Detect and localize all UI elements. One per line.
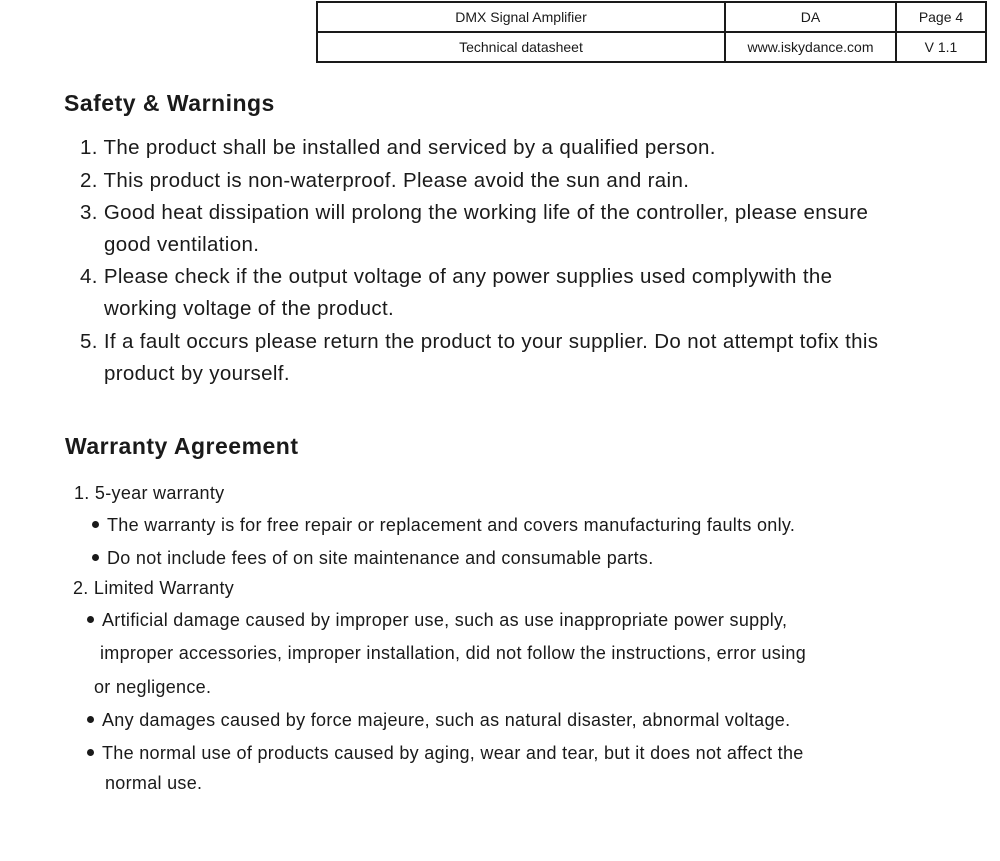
header-page-number: Page 4: [896, 2, 986, 32]
warranty-item-1-bullet-1: The warranty is for free repair or replacement and covers manufacturing faults only.: [92, 515, 795, 536]
safety-item-3-cont: good ventilation.: [104, 233, 260, 256]
bullet-icon: [87, 716, 94, 723]
safety-section-title: Safety & Warnings: [64, 90, 275, 116]
warranty-item-2-bullet-3-cont: normal use.: [105, 773, 203, 793]
safety-item-1: 1. The product shall be installed and serviced by a qualified person.: [80, 136, 716, 159]
warranty-item-1: 1. 5-year warranty: [74, 483, 225, 503]
safety-item-3: 3. Good heat dissipation will prolong the working life of the controller, please ensure: [80, 201, 869, 224]
header-doc-type: Technical datasheet: [317, 32, 725, 62]
warranty-item-2-bullet-1-cont2: or negligence.: [94, 677, 212, 697]
safety-item-5-cont: product by yourself.: [104, 362, 290, 385]
header-product-name: DMX Signal Amplifier: [317, 2, 725, 32]
safety-item-5: 5. If a fault occurs please return the product to your supplier. Do not attempt tofix this: [80, 330, 879, 353]
warranty-item-1-bullet-2: Do not include fees of on site maintenance and consumable parts.: [92, 548, 654, 569]
safety-item-4: 4. Please check if the output voltage of any power supplies used complywith the: [80, 265, 833, 288]
warranty-item-2-bullet-1-cont: improper accessories, improper installation, did not follow the instructions, error using: [100, 643, 807, 663]
header-table: [316, 1, 987, 63]
warranty-item-2-bullet-1: Artificial damage caused by improper use, such as use inappropriate power supply,: [87, 610, 787, 631]
bullet-icon: [87, 749, 94, 756]
header-product-code: DA: [725, 2, 896, 32]
warranty-item-2-bullet-3: The normal use of products caused by aging, wear and tear, but it does not affect the: [87, 743, 804, 764]
warranty-item-2-bullet-2: Any damages caused by force majeure, such as natural disaster, abnormal voltage.: [87, 710, 790, 731]
safety-item-2: 2. This product is non-waterproof. Please avoid the sun and rain.: [80, 169, 690, 192]
bullet-icon: [92, 554, 99, 561]
warranty-item-2: 2. Limited Warranty: [73, 578, 235, 598]
header-version: V 1.1: [896, 32, 986, 62]
warranty-section-title: Warranty Agreement: [65, 433, 299, 459]
safety-item-4-cont: working voltage of the product.: [104, 297, 395, 320]
bullet-icon: [92, 521, 99, 528]
bullet-icon: [87, 616, 94, 623]
header-website: www.iskydance.com: [725, 32, 896, 62]
